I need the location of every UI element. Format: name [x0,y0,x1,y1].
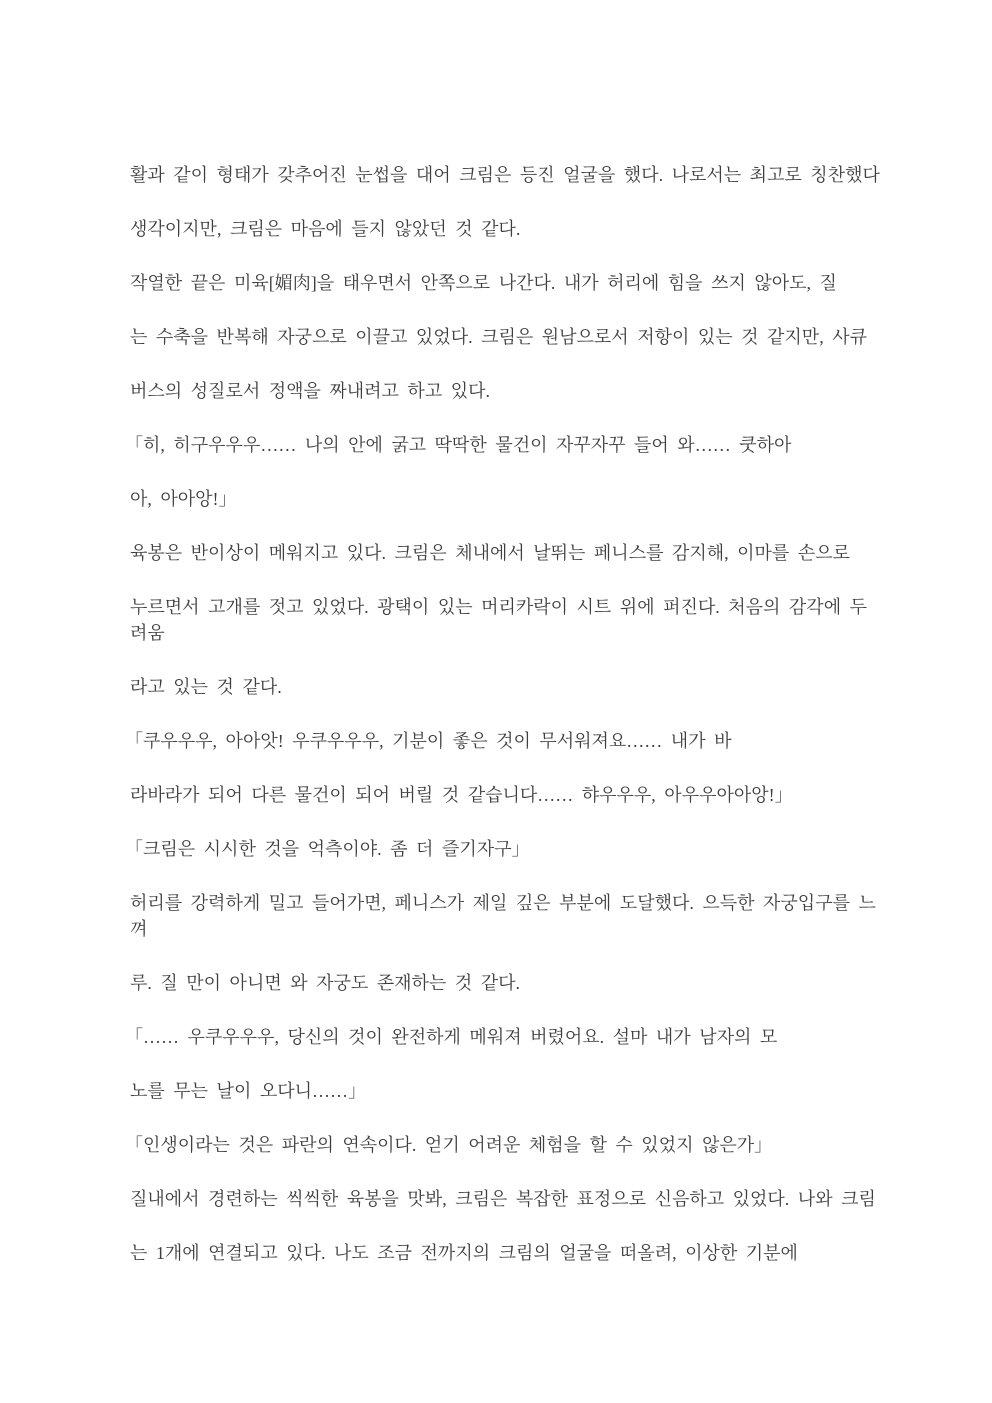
text-line: 껴 [130,919,148,939]
text-line: 작열한 끝은 미육[媚肉]을 태우면서 안쪽으로 나간다. 내가 허리에 힘을 쓰지 않아도, 질 [130,273,837,293]
text-line: 려움 [130,623,165,643]
text-line: 「쿠우우우, 아아앗! 우쿠우우우, 기분이 좋은 것이 무서워져요…… 내가 바 [125,731,732,751]
text-line: 버스의 성질로서 정액을 짜내려고 하고 있다. [130,381,490,401]
text-line: 허리를 강력하게 밀고 들어가면, 페니스가 제일 깊은 부분에 도달했다. 으득한 자궁입구를 느 [130,893,876,913]
text-line: 생각이지만, 크림은 마음에 들지 않았던 것 같다. [130,219,521,239]
text-line: 라고 있는 것 같다. [130,677,282,697]
text-line: 육봉은 반이상이 메워지고 있다. 크림은 체내에서 날뛰는 페니스를 감지해, 이마를 손으로 [130,543,850,563]
text-line: 는 1개에 연결되고 있다. 나도 조금 전까지의 크림의 얼굴을 떠올려, 이상한 기분에 [130,1243,798,1263]
text-line: 「크림은 시시한 것을 억측이야. 좀 더 즐기자구」 [125,839,530,859]
text-line: 노를 무는 날이 오다니……」 [130,1081,366,1101]
text-line: 질내에서 경련하는 씩씩한 육봉을 맛봐, 크림은 복잡한 표정으로 신음하고 있었다. 나와 크림 [130,1189,876,1209]
text-line: 누르면서 고개를 젓고 있었다. 광택이 있는 머리카락이 시트 위에 퍼진다. 처음의 감각에 두 [130,597,867,617]
text-line: 「인생이라는 것은 파란의 연속이다. 얻기 어려운 체험을 할 수 있었지 않은가」 [125,1135,773,1155]
text-line: 활과 같이 형태가 갖추어진 눈썹을 대어 크림은 등진 얼굴을 했다. 나로서는 최고로 칭찬했다 [130,165,880,185]
text-line: 「…… 우쿠우우우, 당신의 것이 완전하게 메워져 버렸어요. 설마 내가 남자의 모 [125,1027,778,1047]
text-line: 아, 아아앙!」 [130,489,237,509]
text-line: 라바라가 되어 다른 물건이 되어 버릴 것 같습니다…… 햐우우우, 아우우아아앙!」 [130,785,793,805]
text-line: 「히, 히구우우우…… 나의 안에 굵고 딱딱한 물건이 자꾸자꾸 들어 와…… 쿳하아 [125,435,792,455]
text-line: 루. 질 만이 아니면 와 자궁도 존재하는 것 같다. [130,973,520,993]
text-line: 는 수축을 반복해 자궁으로 이끌고 있었다. 크림은 원남으로서 저항이 있는 것 같지만, 사큐 [130,327,867,347]
text-body [125,162,932,1266]
